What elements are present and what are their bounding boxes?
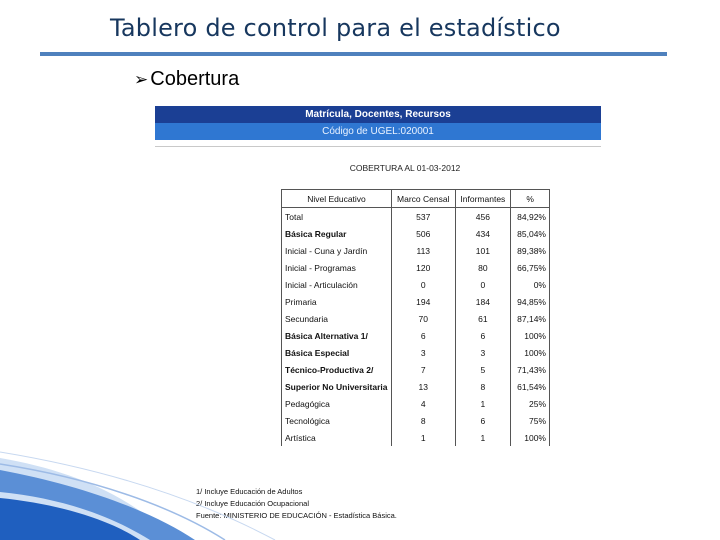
cell-informantes: 6: [455, 327, 511, 344]
cell-nivel: Artística: [282, 429, 392, 446]
cell-pct: 71,43%: [511, 361, 550, 378]
cell-informantes: 456: [455, 208, 511, 226]
footnote-1: 1/ Incluye Educación de Adultos: [196, 487, 303, 496]
footnote-2: 2/ Incluye Educación Ocupacional: [196, 499, 309, 508]
table-row: [282, 208, 550, 226]
cell-marco: 113: [391, 242, 455, 259]
cell-marco: 70: [391, 310, 455, 327]
table-body: [282, 208, 550, 447]
cell-pct: 85,04%: [511, 225, 550, 242]
cell-marco: 8: [391, 412, 455, 429]
cell-informantes: 6: [455, 412, 511, 429]
cell-pct: 100%: [511, 327, 550, 344]
cell-nivel: Primaria: [282, 293, 392, 310]
cell-nivel: Superior No Universitaria: [282, 378, 392, 395]
cell-marco: 537: [391, 208, 455, 226]
cell-nivel: Inicial - Cuna y Jardín: [282, 242, 392, 259]
cell-informantes: 1: [455, 429, 511, 446]
cell-pct: 0%: [511, 276, 550, 293]
report-header: Matrícula, Docentes, Recursos: [155, 106, 601, 123]
table-row: [282, 429, 550, 446]
cell-informantes: 8: [455, 378, 511, 395]
table-row: [282, 361, 550, 378]
table-row: [282, 259, 550, 276]
table-row: [282, 344, 550, 361]
cell-nivel: Secundaria: [282, 310, 392, 327]
col-header-pct: %: [511, 190, 550, 208]
bullet-cobertura: [134, 68, 239, 91]
cell-pct: 25%: [511, 395, 550, 412]
coverage-table: [281, 189, 550, 446]
cell-informantes: 5: [455, 361, 511, 378]
table-row: [282, 276, 550, 293]
cell-marco: 6: [391, 327, 455, 344]
footnote-source: Fuente: MINISTERIO DE EDUCACIÓN - Estadística Básica.: [196, 511, 397, 520]
cell-informantes: 3: [455, 344, 511, 361]
table-header-row: [282, 190, 550, 208]
table-row: [282, 327, 550, 344]
title-underline: [40, 52, 667, 56]
decorative-swoosh: [0, 440, 290, 540]
slide-title: Tablero de control para el estadístico: [110, 14, 561, 42]
cell-marco: 3: [391, 344, 455, 361]
arrow-bullet-icon: ➢: [134, 70, 149, 89]
table-row: [282, 242, 550, 259]
cell-nivel: Básica Especial: [282, 344, 392, 361]
header-divider: [155, 146, 601, 147]
cell-nivel: Tecnológica: [282, 412, 392, 429]
cell-marco: 4: [391, 395, 455, 412]
cell-marco: 7: [391, 361, 455, 378]
cell-pct: 66,75%: [511, 259, 550, 276]
cell-informantes: 434: [455, 225, 511, 242]
col-header-informantes: Informantes: [455, 190, 511, 208]
table-row: [282, 395, 550, 412]
table-row: [282, 293, 550, 310]
cell-informantes: 101: [455, 242, 511, 259]
cell-informantes: 0: [455, 276, 511, 293]
coverage-title: COBERTURA AL 01-03-2012: [349, 163, 461, 173]
cell-pct: 94,85%: [511, 293, 550, 310]
cell-marco: 506: [391, 225, 455, 242]
report-subheader: Código de UGEL:020001: [155, 123, 601, 140]
cell-marco: 13: [391, 378, 455, 395]
cell-nivel: Básica Alternativa 1/: [282, 327, 392, 344]
cell-informantes: 184: [455, 293, 511, 310]
cell-pct: 100%: [511, 429, 550, 446]
cell-pct: 89,38%: [511, 242, 550, 259]
table-row: [282, 225, 550, 242]
cell-pct: 100%: [511, 344, 550, 361]
cell-informantes: 80: [455, 259, 511, 276]
cell-nivel: Inicial - Programas: [282, 259, 392, 276]
cell-marco: 0: [391, 276, 455, 293]
cell-nivel: Técnico-Productiva 2/: [282, 361, 392, 378]
cell-pct: 61,54%: [511, 378, 550, 395]
cell-pct: 87,14%: [511, 310, 550, 327]
bullet-text: Cobertura: [150, 68, 240, 90]
cell-pct: 75%: [511, 412, 550, 429]
cell-pct: 84,92%: [511, 208, 550, 226]
cell-marco: 194: [391, 293, 455, 310]
col-header-nivel: Nivel Educativo: [282, 190, 392, 208]
cell-informantes: 61: [455, 310, 511, 327]
cell-marco: 120: [391, 259, 455, 276]
table-row: [282, 378, 550, 395]
cell-marco: 1: [391, 429, 455, 446]
col-header-marco: Marco Censal: [391, 190, 455, 208]
cell-informantes: 1: [455, 395, 511, 412]
cell-nivel: Total: [282, 208, 392, 226]
table-row: [282, 310, 550, 327]
cell-nivel: Básica Regular: [282, 225, 392, 242]
cell-nivel: Pedagógica: [282, 395, 392, 412]
cell-nivel: Inicial - Articulación: [282, 276, 392, 293]
table-row: [282, 412, 550, 429]
